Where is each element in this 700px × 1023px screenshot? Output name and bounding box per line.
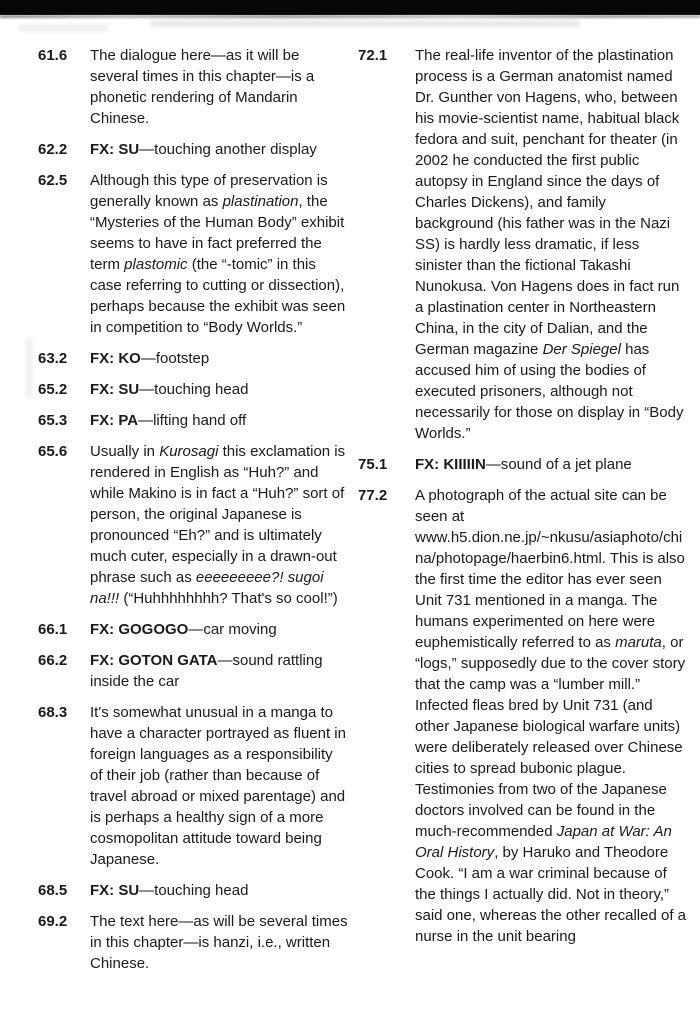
note-number: 75.1: [358, 456, 388, 473]
note-entry: [38, 619, 348, 640]
note-entry: [38, 880, 348, 901]
note-number: 65.2: [38, 381, 68, 398]
note-entry: [38, 139, 348, 160]
note-entry: [38, 650, 348, 692]
note-number: 72.1: [358, 47, 388, 64]
note-entry: [358, 45, 686, 444]
note-number: 66.1: [38, 621, 68, 638]
note-entry: [358, 454, 686, 475]
notes-column-left: [38, 45, 348, 984]
note-entry: [38, 379, 348, 400]
note-text: FX: KO—footstep: [90, 350, 210, 367]
note-text: FX: PA—lifting hand off: [90, 412, 247, 429]
note-number: 65.6: [38, 443, 68, 460]
note-text: A photograph of the actual site can be seen at www.h5.dion.ne.jp/~nkusu/asiaphoto/china/photopage/haerbin6.html. This is also the first time the editor has ever seen Unit 731 mentioned in a manga. The humans experimented on here were euphemistically referred to as maruta, or “logs,” supposedly due to the cover story that the camp was a “lumber mill.” Infected fleas bred by Unit 731 (and other Japanese biological warfare units) were deliberately released over Chinese cities to spread bubonic plague. Testimonies from two of the Japanese doctors involved can be found in the much-recommended Japan at War: An Oral History, by Haruko and Theodore Cook. “I am a war criminal because of the things I actually did. Not in theory,” said one, whereas the other recalled of a nurse in the unit bearing: [415, 487, 687, 945]
note-entry: [38, 410, 348, 431]
note-number: 77.2: [358, 487, 388, 504]
scan-smudge: [26, 338, 32, 398]
note-text: FX: GOGOGO—car moving: [90, 621, 277, 638]
note-number: 66.2: [38, 652, 68, 669]
note-text: Usually in Kurosagi this exclamation is rendered in English as “Huh?” and while Makino is in fact a “Huh?” sort of person, the original Japanese is pronounced “Eh?” and is ultimately much cuter, especially in a drawn-out phrase such as eeeeeeeee?! sugoi na!!! (“Huhhhhhhhh? That's so cool!”): [90, 443, 346, 607]
note-text: The text here—as will be several times in this chapter—is hanzi, i.e., written Chinese.: [90, 913, 348, 972]
note-entry: [38, 911, 348, 974]
note-entry: [38, 45, 348, 129]
scan-smudge: [150, 21, 580, 26]
note-text: It's somewhat unusual in a manga to have a character portrayed as fluent in foreign languages as a responsibility of their job (rather than because of travel abroad or mixed parentage) and is perhaps a healthy sign of a more cosmopolitan attitude toward being Japanese.: [90, 704, 346, 868]
note-text: Although this type of preservation is generally known as plastination, the “Mysteries of the Human Body” exhibit seems to have in fact preferred the term plastomic (the “-tomic” in this case referring to cutting or dissection), perhaps because the exhibit was seen in competition to “Body Worlds.”: [90, 172, 346, 336]
note-text: FX: SU—touching head: [90, 882, 249, 899]
note-text: The real-life inventor of the plastination process is a German anatomist named Dr. Gunther von Hagens, who, between his movie-scientist name, habitual black fedora and suit, penchant for theater (in 2002 he conducted the first public autopsy in England since the days of Charles Dickens), and family background (his father was in the Nazi SS) is hardly less dramatic, if less sinister than the fictional Takashi Nunokusa. Von Hagens does in fact run a plastination center in Northeastern China, in the city of Dalian, and the German magazine Der Spiegel has accused him of using the bodies of executed prisoners, although not necessarily for those on display in “Body Worlds.”: [415, 47, 684, 442]
note-number: 68.5: [38, 882, 68, 899]
note-text: FX: KIIIIIN—sound of a jet plane: [415, 456, 632, 473]
note-number: 62.5: [38, 172, 68, 189]
note-number: 61.6: [38, 47, 68, 64]
scan-edge-bar: [0, 0, 700, 15]
note-entry: [38, 702, 348, 870]
note-entry: [38, 348, 348, 369]
note-number: 62.2: [38, 141, 68, 158]
note-number: 63.2: [38, 350, 68, 367]
note-number: 65.3: [38, 412, 68, 429]
scan-smudge: [18, 25, 108, 31]
note-text: FX: SU—touching head: [90, 381, 249, 398]
note-number: 68.3: [38, 704, 68, 721]
note-text: The dialogue here—as it will be several times in this chapter—is a phonetic rendering of Mandarin Chinese.: [90, 47, 315, 127]
note-entry: [38, 170, 348, 338]
note-text: FX: GOTON GATA—sound rattling inside the car: [90, 652, 323, 690]
note-entry: [38, 441, 348, 609]
note-number: 69.2: [38, 913, 68, 930]
notes-column-right: [358, 45, 686, 957]
note-text: FX: SU—touching another display: [90, 141, 317, 158]
note-entry: [358, 485, 686, 947]
